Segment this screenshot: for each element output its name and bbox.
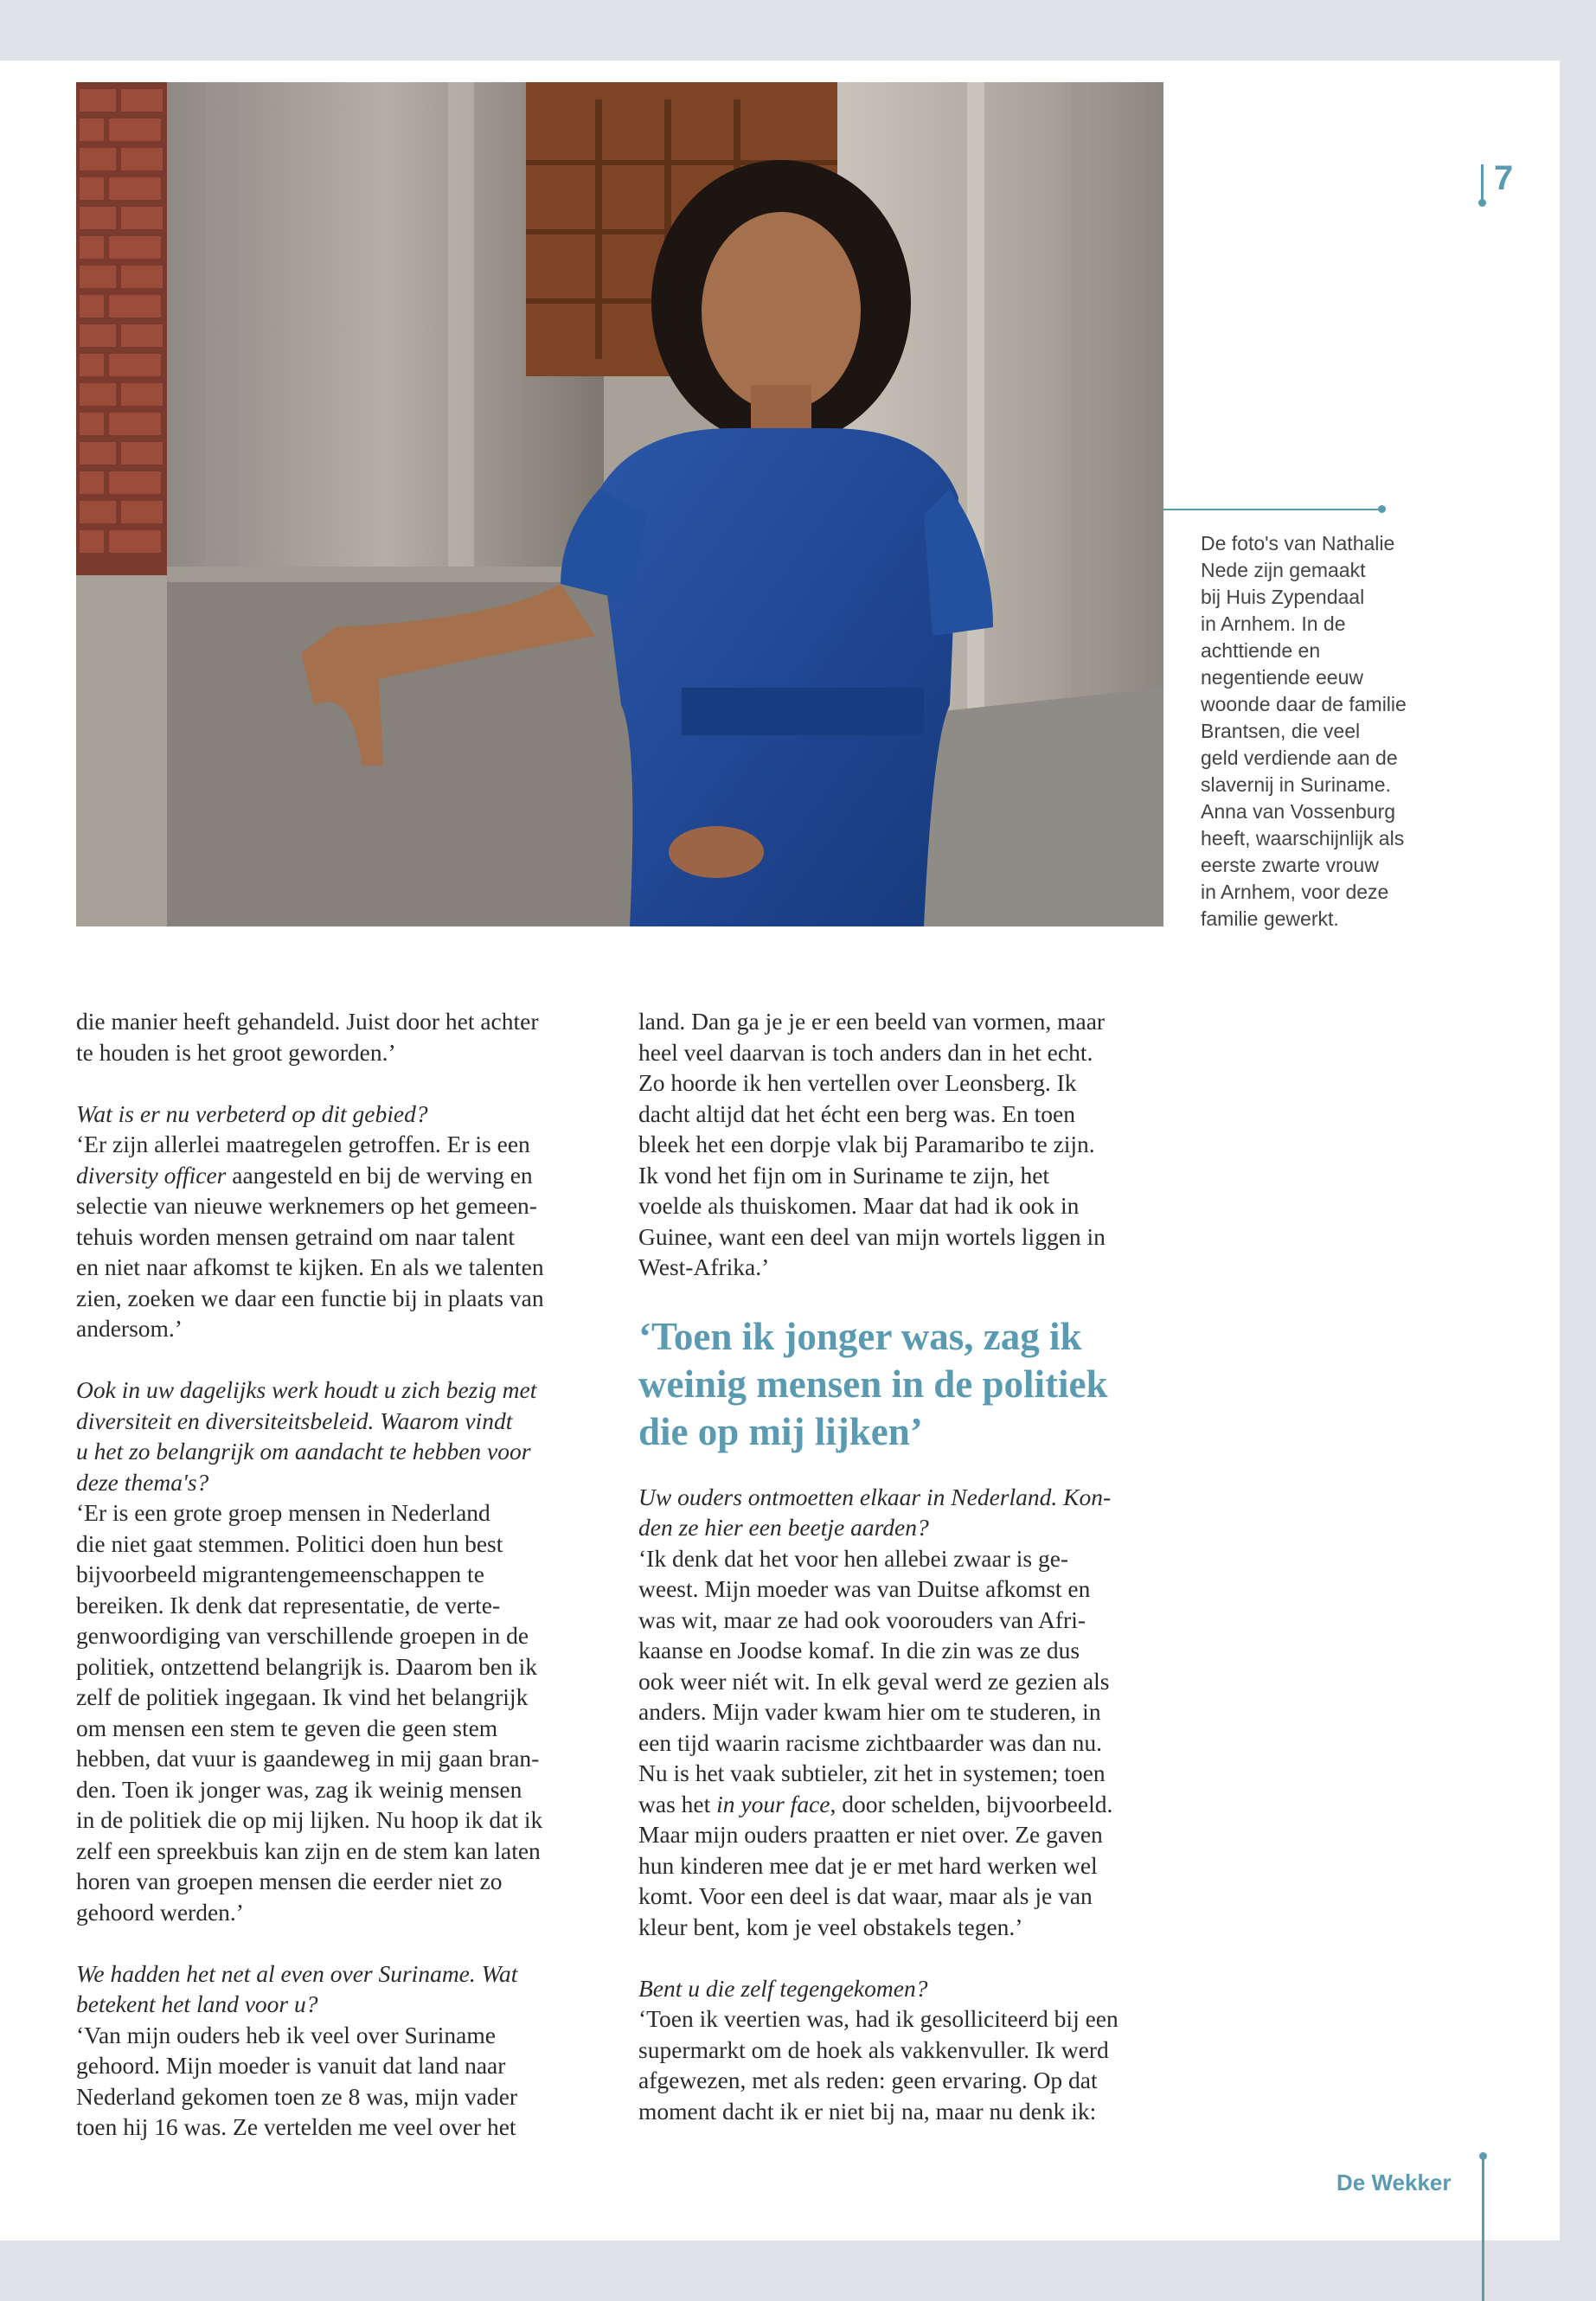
- text-line: komt. Voor een deel is dat waar, maar als je van: [638, 1882, 1093, 1909]
- text-line: dacht altijd dat het écht een berg was. En toen: [638, 1099, 1076, 1127]
- magazine-name: De Wekker: [1336, 2170, 1452, 2195]
- text-line: bijvoorbeeld migrantengemeenschappen te: [76, 1561, 484, 1587]
- pull-quote-line: weinig mensen in de politiek: [638, 1362, 1108, 1406]
- text-line: ‘Er zijn allerlei maatregelen getroffen. Er is een: [76, 1131, 530, 1157]
- text-line: Guinee, want een deel van mijn wortels liggen in: [638, 1222, 1106, 1250]
- text-line: bleek het een dorpje vlak bij Paramaribo te zijn.: [638, 1131, 1095, 1157]
- footer-rule: [1482, 2156, 1484, 2301]
- caption-line: eerste zwarte vrouw: [1201, 854, 1379, 876]
- text-fragment: aangesteld en bij de werving en: [226, 1161, 533, 1189]
- text-line: in de politiek die op mij lijken. Nu hoop ik dat ik: [76, 1806, 543, 1833]
- text-line: den. Toen ik jonger was, zag ik weinig mensen: [76, 1775, 522, 1803]
- text-line: hun kinderen mee dat je er met hard werken wel: [638, 1851, 1098, 1879]
- page-frame-top: [0, 0, 1596, 61]
- caption-line: woonde daar de familie: [1201, 693, 1407, 715]
- text-line: gehoord werden.’: [76, 1898, 244, 1926]
- portrait-photo: [76, 82, 1163, 926]
- text-line: kaanse en Joodse komaf. In die zin was ze dus: [638, 1637, 1080, 1663]
- article-column-right: [638, 1006, 1166, 2126]
- text-line: ‘Er is een grote groep mensen in Nederland: [76, 1499, 490, 1526]
- caption-line: achttiende en: [1201, 639, 1321, 662]
- text-line: die manier heeft gehandeld. Juist door het achter: [76, 1008, 539, 1035]
- caption-line: in Arnhem. In de: [1201, 612, 1346, 635]
- text-line: gehoord. Mijn moeder is vanuit dat land naar: [76, 2052, 506, 2079]
- page-number: 7: [1494, 159, 1514, 197]
- caption-rule-dot: [1378, 505, 1386, 513]
- text-line: land. Dan ga je je er een beeld van vormen, maar: [638, 1008, 1106, 1035]
- text-line: supermarkt om de hoek als vakkenvuller. Ik werd: [638, 2035, 1109, 2063]
- text-line: zelf de politiek ingegaan. Ik vind het belangrijk: [76, 1683, 529, 1710]
- text-line: zelf een spreekbuis kan zijn en de stem kan laten: [76, 1836, 541, 1864]
- caption-line: Brantsen, die veel: [1201, 720, 1361, 742]
- text-line: Nu is het vaak subtieler, zit het in systemen; toen: [638, 1759, 1106, 1786]
- text-line: weest. Mijn moeder was van Duitse afkomst en: [638, 1575, 1091, 1602]
- text-line: die niet gaat stemmen. Politici doen hun best: [76, 1529, 503, 1557]
- text-line: voelde als thuiskomen. Maar dat had ik ook in: [638, 1192, 1080, 1219]
- text-fragment: , door schelden, bijvoorbeeld.: [830, 1790, 1113, 1817]
- caption-line: geld verdiende aan de: [1201, 747, 1398, 769]
- text-line: tehuis worden mensen getraind om naar talent: [76, 1222, 516, 1250]
- pull-quote-line: ‘Toen ik jonger was, zag ik: [638, 1315, 1082, 1358]
- page-frame-bottom: [0, 2240, 1596, 2301]
- text-line: bereiken. Ik denk dat representatie, de verte-: [76, 1591, 501, 1618]
- text-line: genwoordiging van verschillende groepen in de: [76, 1622, 529, 1649]
- text-line: heel veel daarvan is toch anders dan in het echt.: [638, 1038, 1093, 1066]
- interview-question: We hadden het net al even over Suriname. Wat: [76, 1959, 518, 1987]
- text-line: toen hij 16 was. Ze vertelden me veel over het: [76, 2113, 516, 2140]
- caption-line: Nede zijn gemaakt: [1201, 559, 1366, 581]
- caption-line: familie gewerkt.: [1201, 907, 1339, 930]
- interview-question: Ook in uw dagelijks werk houdt u zich bezig met: [76, 1376, 537, 1403]
- page-number-dot: [1478, 199, 1486, 207]
- text-line: ‘Toen ik veertien was, had ik gesolliciteerd bij een: [638, 2005, 1118, 2032]
- text-line: Nederland gekomen toen ze 8 was, mijn vader: [76, 2082, 518, 2110]
- caption-line: De foto's van Nathalie: [1201, 532, 1395, 554]
- text-line: zien, zoeken we daar een functie bij in plaats van: [76, 1284, 544, 1311]
- text-line: andersom.’: [76, 1315, 183, 1342]
- text-line: afgewezen, met als reden: geen ervaring. Op dat: [638, 2067, 1098, 2093]
- interview-question: betekent het land voor u?: [76, 1990, 318, 2017]
- text-line: [638, 1789, 1166, 1820]
- caption-line: negentiende eeuw: [1201, 666, 1363, 689]
- text-line: politiek, ontzettend belangrijk is. Daarom ben ik: [76, 1652, 538, 1680]
- interview-question: den ze hier een beetje aarden?: [638, 1514, 929, 1541]
- interview-question: Uw ouders ontmoetten elkaar in Nederland. Kon-: [638, 1483, 1112, 1510]
- interview-question: u het zo belangrijk om aandacht te hebben voor: [76, 1438, 531, 1465]
- text-line: hebben, dat vuur is gaandeweg in mij gaan bran-: [76, 1745, 540, 1772]
- text-line: een tijd waarin racisme zichtbaarder was dan nu.: [638, 1728, 1103, 1756]
- text-line: en niet naar afkomst te kijken. En als we talenten: [76, 1253, 544, 1280]
- caption-line: bij Huis Zypendaal: [1201, 586, 1365, 608]
- text-line: Maar mijn ouders praatten er niet over. Ze gaven: [638, 1821, 1103, 1848]
- text-line: te houden is het groot geworden.’: [76, 1038, 396, 1066]
- page-frame-right: [1560, 0, 1596, 2301]
- text-line: anders. Mijn vader kwam hier om te studeren, in: [638, 1698, 1101, 1725]
- caption-rule: [1163, 509, 1381, 510]
- text-line: ‘Van mijn ouders heb ik veel over Suriname: [76, 2021, 496, 2048]
- interview-question: Bent u die zelf tegengekomen?: [638, 1974, 928, 2002]
- interview-question: deze thema's?: [76, 1468, 209, 1496]
- caption-line: heeft, waarschijnlijk als: [1201, 827, 1405, 849]
- caption-line: in Arnhem, voor deze: [1201, 881, 1389, 903]
- pull-quote: [638, 1313, 1175, 1456]
- pull-quote-line: die op mij lijken’: [638, 1410, 923, 1453]
- text-fragment: was het: [638, 1790, 717, 1817]
- interview-question: Wat is er nu verbeterd op dit gebied?: [76, 1099, 428, 1127]
- emphasis-text: in your face: [716, 1790, 830, 1817]
- text-line: selectie van nieuwe werknemers op het gemeen-: [76, 1192, 537, 1219]
- text-line: Ik vond het fijn om in Suriname te zijn, het: [638, 1161, 1050, 1189]
- text-line: was wit, maar ze had ook voorouders van Afri-: [638, 1606, 1086, 1633]
- caption-line: Anna van Vossenburg: [1201, 800, 1396, 823]
- text-line: horen van groepen mensen die eerder niet zo: [76, 1868, 503, 1894]
- text-line: ook weer niét wit. In elk geval werd ze gezien als: [638, 1667, 1110, 1695]
- text-line: Zo hoorde ik hen vertellen over Leonsberg. Ik: [638, 1069, 1077, 1096]
- text-line: West-Afrika.’: [638, 1253, 770, 1280]
- page-number-bar: [1481, 164, 1484, 202]
- article-column-left: [76, 1006, 630, 2143]
- text-line: om mensen een stem te geven die geen stem: [76, 1714, 498, 1741]
- interview-question: diversiteit en diversiteitsbeleid. Waarom vindt: [76, 1407, 513, 1434]
- photo-caption: [1201, 530, 1452, 933]
- text-line: moment dacht ik er niet bij na, maar nu denk ik:: [638, 2097, 1097, 2125]
- text-line: [76, 1160, 630, 1191]
- caption-line: slavernij in Suriname.: [1201, 773, 1391, 796]
- text-line: ‘Ik denk dat het voor hen allebei zwaar is ge-: [638, 1544, 1069, 1572]
- text-line: kleur bent, kom je veel obstakels tegen.’: [638, 1913, 1023, 1940]
- magazine-page: [0, 61, 1560, 2240]
- emphasis-text: diversity officer: [76, 1161, 227, 1189]
